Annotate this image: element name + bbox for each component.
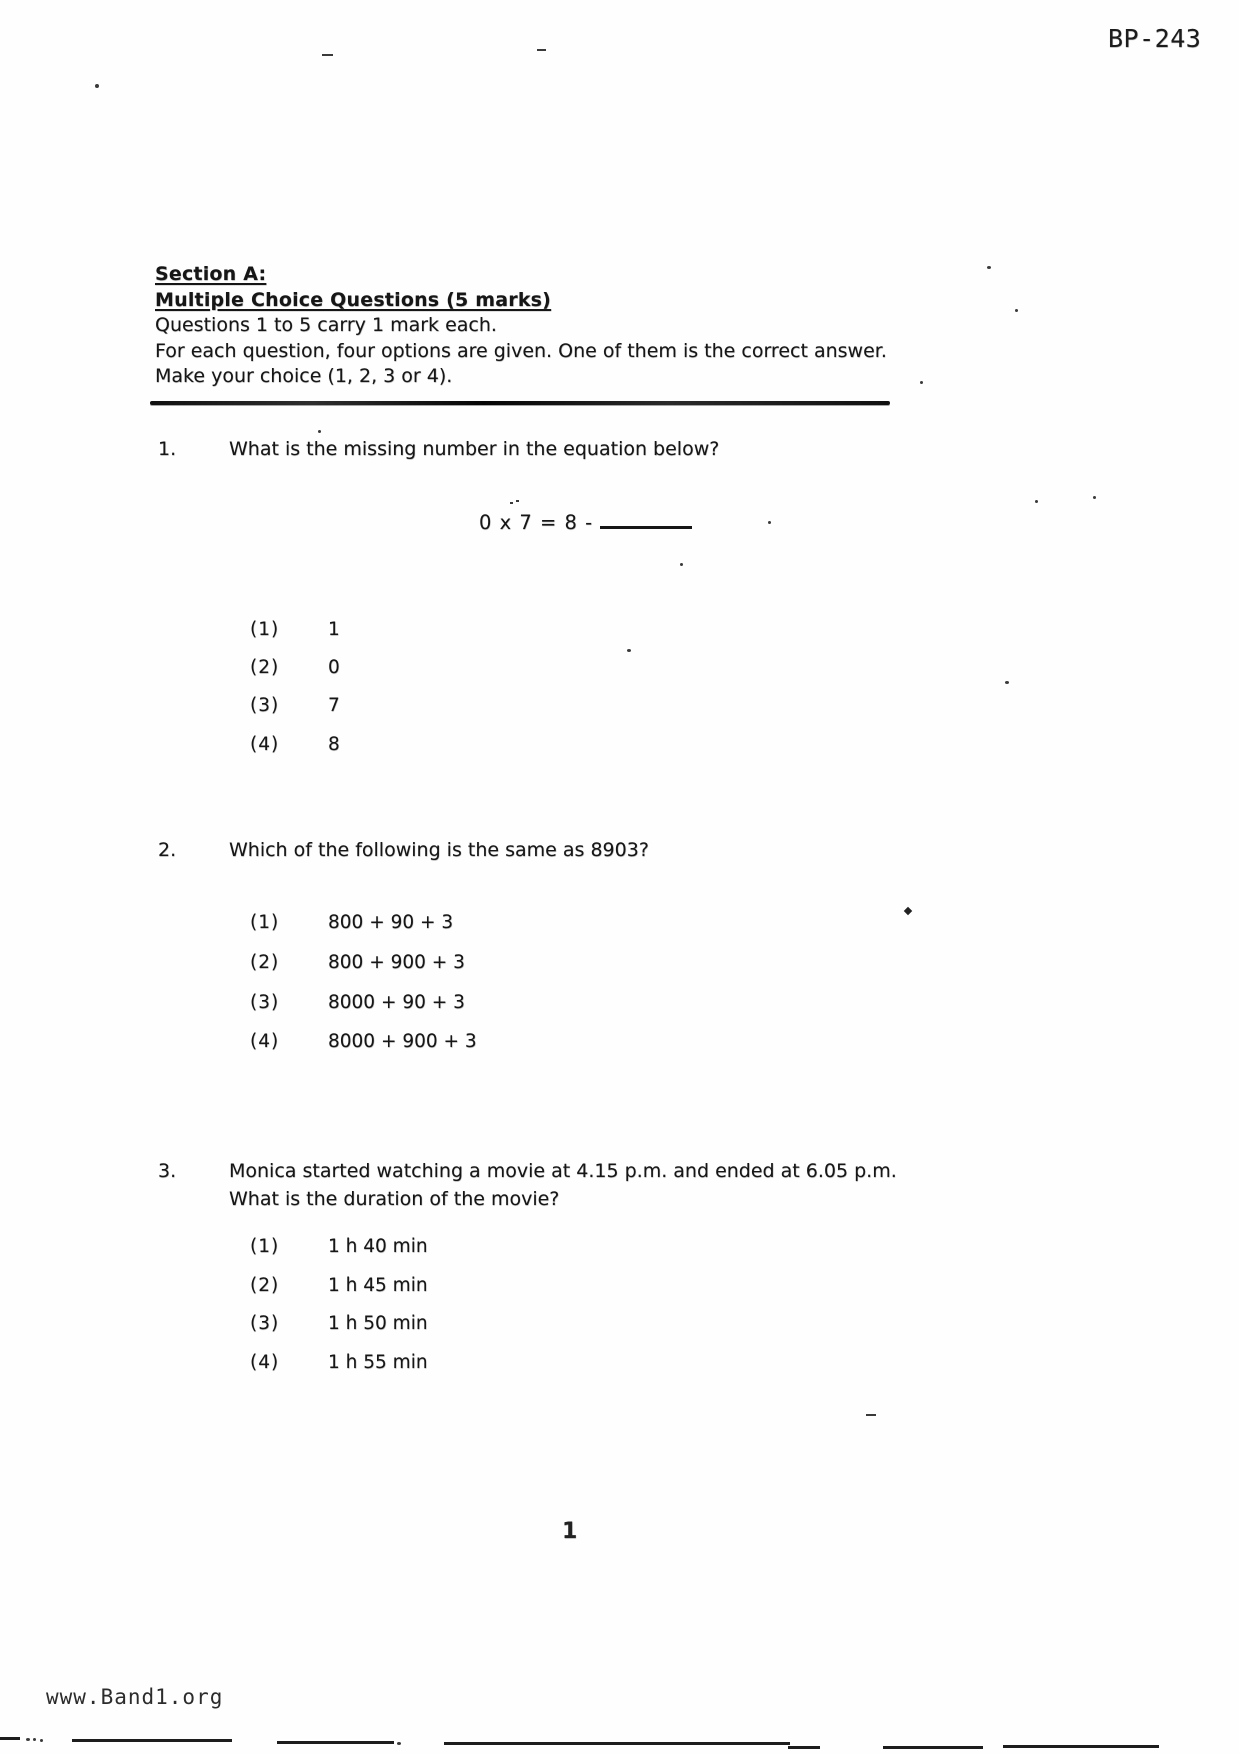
question-1-equation (479, 511, 692, 534)
option-value: 1 h 50 min (328, 1313, 428, 1334)
bottom-edge-dot (26, 1738, 30, 1741)
question-2-option-3 (250, 992, 465, 1013)
option-label: (2) (250, 657, 280, 678)
scan-dash (537, 49, 546, 51)
question-3-option-2 (250, 1275, 428, 1296)
question-3-option-3 (250, 1313, 428, 1334)
option-label: (3) (250, 695, 280, 716)
question-2-text: Which of the following is the same as 8903? (229, 839, 649, 861)
option-label: (4) (250, 1352, 280, 1373)
question-3-text-line-2: What is the duration of the movie? (229, 1188, 560, 1210)
option-value: 1 h 45 min (328, 1275, 428, 1296)
scan-speck (95, 84, 99, 88)
scan-speck (1093, 496, 1096, 499)
question-2-option-1 (250, 912, 453, 933)
scan-speck (510, 502, 513, 504)
question-1-option-2 (250, 657, 340, 678)
question-3-number: 3. (158, 1160, 177, 1182)
question-1-number: 1. (158, 438, 177, 460)
bottom-edge-line (883, 1746, 983, 1749)
answer-blank-line (600, 511, 692, 529)
scan-speck (1005, 681, 1009, 684)
option-label: (4) (250, 1031, 280, 1052)
bottom-edge-line (277, 1741, 394, 1744)
scan-speck (516, 500, 519, 502)
option-value: 1 h 40 min (328, 1236, 428, 1257)
scan-speck (987, 266, 991, 269)
option-value: 800 + 90 + 3 (328, 912, 454, 933)
option-label: (1) (250, 1236, 280, 1257)
bottom-edge-line (0, 1737, 20, 1740)
bottom-edge-dot (40, 1739, 43, 1742)
scan-speck (904, 907, 912, 915)
equation-text: 0 x 7 = 8 - (479, 511, 594, 534)
instruction-line-1: Questions 1 to 5 carry 1 mark each. (155, 314, 497, 336)
watermark-url: www.Band1.org (46, 1685, 224, 1709)
question-3-option-1 (250, 1236, 428, 1257)
option-value: 7 (328, 695, 340, 716)
option-value: 8000 + 90 + 3 (328, 992, 465, 1013)
scan-speck (627, 649, 631, 652)
bottom-edge-dot (397, 1742, 401, 1745)
option-value: 800 + 900 + 3 (328, 952, 465, 973)
scan-speck (768, 521, 771, 524)
option-label: (1) (250, 912, 280, 933)
section-subtitle: Multiple Choice Questions (5 marks) (155, 288, 552, 311)
option-label: (4) (250, 734, 280, 755)
bottom-edge-line (444, 1742, 790, 1745)
option-value: 0 (328, 657, 340, 678)
option-value: 1 (328, 619, 340, 640)
question-2-number: 2. (158, 839, 177, 861)
question-1-option-3 (250, 695, 340, 716)
bottom-edge-line (72, 1739, 232, 1742)
scan-speck (680, 563, 683, 566)
question-1-text: What is the missing number in the equation below? (229, 438, 720, 460)
page-number: 1 (562, 1519, 578, 1544)
bottom-edge-dot (33, 1738, 36, 1741)
option-value: 8000 + 900 + 3 (328, 1031, 477, 1052)
option-value: 8 (328, 734, 340, 755)
question-1-option-1 (250, 619, 340, 640)
scan-speck (920, 381, 923, 384)
scan-dash (322, 54, 333, 56)
option-label: (3) (250, 1313, 280, 1334)
scan-speck (318, 430, 321, 433)
scan-speck (1015, 309, 1018, 312)
option-value: 1 h 55 min (328, 1352, 428, 1373)
scan-speck (1035, 500, 1038, 503)
question-2-option-4 (250, 1031, 477, 1052)
document-code: BP-243 (1108, 24, 1202, 53)
option-label: (2) (250, 1275, 280, 1296)
bottom-edge-line (1003, 1745, 1159, 1748)
question-3-option-4 (250, 1352, 428, 1373)
section-title: Section A: (155, 263, 267, 285)
section-header (155, 262, 915, 390)
section-divider-line (150, 401, 890, 405)
question-2-option-2 (250, 952, 465, 973)
question-1-option-4 (250, 734, 340, 755)
option-label: (1) (250, 619, 280, 640)
instruction-line-2: For each question, four options are given. One of them is the correct answer. (155, 339, 887, 362)
option-label: (2) (250, 952, 280, 973)
option-label: (3) (250, 992, 280, 1013)
instruction-line-3: Make your choice (1, 2, 3 or 4). (155, 365, 453, 387)
question-3-text-line-1: Monica started watching a movie at 4.15 p.m. and ended at 6.05 p.m. (229, 1160, 897, 1182)
scan-dash (866, 1414, 876, 1416)
bottom-edge-line (788, 1746, 820, 1749)
